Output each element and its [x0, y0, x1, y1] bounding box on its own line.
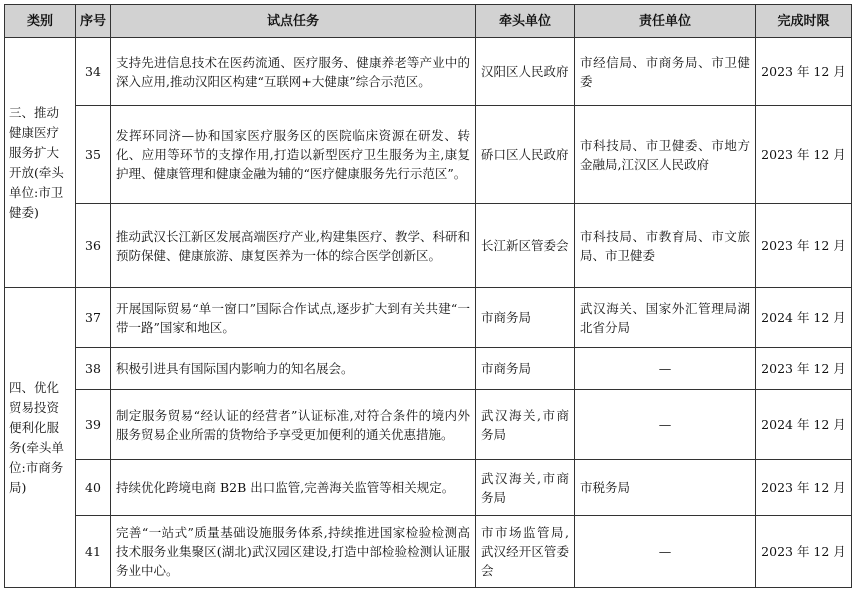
table-row: [5, 38, 852, 106]
header-category: 类别: [5, 5, 76, 38]
deadline-cell: 2023 年 12 月: [756, 204, 852, 288]
task-cell: 积极引进具有国际国内影响力的知名展会。: [111, 348, 476, 390]
table-row: [5, 106, 852, 204]
task-cell: 推动武汉长江新区发展高端医疗产业,构建集医疗、教学、科研和预防保健、健康旅游、康复医养为一体的综合医学创新区。: [111, 204, 476, 288]
deadline-cell: 2023 年 12 月: [756, 106, 852, 204]
task-cell: 发挥环同济—协和国家医疗服务区的医院临床资源在研发、转化、应用等环节的支撑作用,打造以新型医疗卫生服务为主,康复护理、健康管理和健康金融为辅的“医疗健康服务先行示范区”。: [111, 106, 476, 204]
header-lead-unit: 牵头单位: [476, 5, 575, 38]
deadline-cell: 2023 年 12 月: [756, 38, 852, 106]
deadline-cell: 2023 年 12 月: [756, 516, 852, 588]
lead-unit-cell: 市市场监管局,武汉经开区管委会: [476, 516, 575, 588]
lead-unit-cell: 硚口区人民政府: [476, 106, 575, 204]
row-number: 38: [76, 348, 111, 390]
deadline-cell: 2024 年 12 月: [756, 390, 852, 460]
responsible-unit-cell: —: [575, 516, 756, 588]
task-cell: 持续优化跨境电商 B2B 出口监管,完善海关监管等相关规定。: [111, 460, 476, 516]
deadline-cell: 2023 年 12 月: [756, 460, 852, 516]
responsible-unit-cell: 武汉海关、国家外汇管理局湖北省分局: [575, 288, 756, 348]
row-number: 34: [76, 38, 111, 106]
lead-unit-cell: 武汉海关,市商务局: [476, 460, 575, 516]
pilot-task-table: [4, 4, 852, 588]
responsible-unit-cell: 市科技局、市教育局、市文旅局、市卫健委: [575, 204, 756, 288]
table-row: [5, 288, 852, 348]
responsible-unit-cell: 市税务局: [575, 460, 756, 516]
table-row: [5, 204, 852, 288]
lead-unit-cell: 市商务局: [476, 348, 575, 390]
task-cell: 开展国际贸易“单一窗口”国际合作试点,逐步扩大到有关共建“一带一路”国家和地区。: [111, 288, 476, 348]
row-number: 36: [76, 204, 111, 288]
responsible-unit-cell: 市经信局、市商务局、市卫健委: [575, 38, 756, 106]
responsible-unit-cell: 市科技局、市卫健委、市地方金融局,江汉区人民政府: [575, 106, 756, 204]
table-header-row: [5, 5, 852, 38]
table-row: [5, 460, 852, 516]
table-row: [5, 516, 852, 588]
task-cell: 完善“一站式”质量基础设施服务体系,持续推进国家检验检测高技术服务业集聚区(湖北)武汉园区建设,打造中部检验检测认证服务业中心。: [111, 516, 476, 588]
row-number: 40: [76, 460, 111, 516]
category-cell: 三、推动健康医疗服务扩大开放(牵头单位:市卫健委): [5, 38, 76, 288]
task-cell: 支持先进信息技术在医药流通、医疗服务、健康养老等产业中的深入应用,推动汉阳区构建“互联网+大健康”综合示范区。: [111, 38, 476, 106]
header-deadline: 完成时限: [756, 5, 852, 38]
header-responsible-unit: 责任单位: [575, 5, 756, 38]
header-number: 序号: [76, 5, 111, 38]
responsible-unit-cell: —: [575, 390, 756, 460]
table-row: [5, 390, 852, 460]
lead-unit-cell: 市商务局: [476, 288, 575, 348]
row-number: 41: [76, 516, 111, 588]
deadline-cell: 2024 年 12 月: [756, 288, 852, 348]
task-cell: 制定服务贸易“经认证的经营者”认证标准,对符合条件的境内外服务贸易企业所需的货物给予享受更加便利的通关优惠措施。: [111, 390, 476, 460]
row-number: 35: [76, 106, 111, 204]
deadline-cell: 2023 年 12 月: [756, 348, 852, 390]
header-task: 试点任务: [111, 5, 476, 38]
table-row: [5, 348, 852, 390]
category-cell: 四、优化贸易投资便利化服务(牵头单位:市商务局): [5, 288, 76, 588]
lead-unit-cell: 长江新区管委会: [476, 204, 575, 288]
lead-unit-cell: 武汉海关,市商务局: [476, 390, 575, 460]
responsible-unit-cell: —: [575, 348, 756, 390]
lead-unit-cell: 汉阳区人民政府: [476, 38, 575, 106]
row-number: 37: [76, 288, 111, 348]
row-number: 39: [76, 390, 111, 460]
